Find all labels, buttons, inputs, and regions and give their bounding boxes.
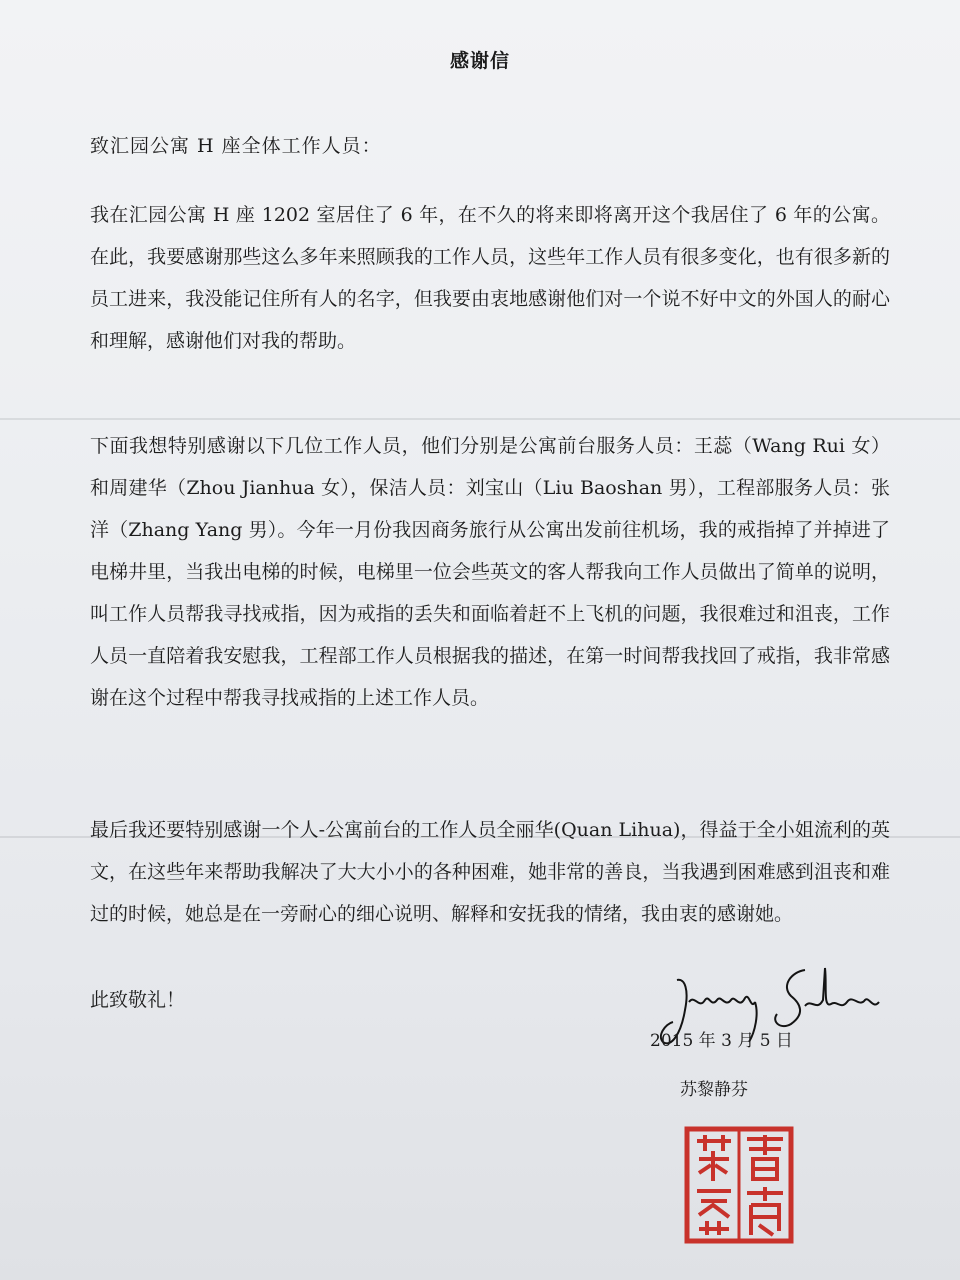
letter-title: 感谢信 (449, 50, 510, 72)
letter-paragraph: 最后我还要特别感谢一个人-公寓前台的工作人员全丽华(Quan Lihua)，得益于全小姐流利的英文，在这些年来帮助我解决了大大小小的各种困难，她非常的善良，当我遇到困难感到沮丧和难过的时候，她总是在一旁耐心的细心说明、解释和安抚我的情绪，我由衷的感谢她。 (90, 819, 890, 925)
letter-paragraph: 我在汇园公寓 H 座 1202 室居住了 6 年，在不久的将来即将离开这个我居住了 6 年的公寓。在此，我要感谢那些这么多年来照顾我的工作人员，这些年工作人员有很多变化，也有很多新的员工进来，我没能记住所有人的名字，但我要由衷地感谢他们对一个说不好中文的外国人的耐心和理解，感谢他们对我的帮助。 (90, 204, 890, 352)
red-seal-stamp (683, 1125, 795, 1245)
letter-author: 苏黎静芬 (680, 1080, 748, 1100)
paper-fold (0, 418, 960, 420)
letter-closing: 此致敬礼！ (90, 989, 186, 1011)
letter-date: 2015 年 3 月 5 日 (650, 1031, 793, 1051)
letter-greeting: 致汇园公寓 H 座全体工作人员： (90, 135, 382, 157)
letter-paragraph: 下面我想特别感谢以下几位工作人员，他们分别是公寓前台服务人员：王蕊（Wang Rui 女）和周建华（Zhou Jianhua 女），保洁人员：刘宝山（Liu Baoshan 男），工程部服务人员：张洋（Zhang Yang 男）。今年一月份我因商务旅行从公寓出发前往机场，我的戒指掉了并掉进了电梯井里，当我出电梯的时候，电梯里一位会些英文的客人帮我向工作人员做出了简单的说明，叫工作人员帮我寻找戒指，因为戒指的丢失和面临着赶不上飞机的问题，我很难过和沮丧，工作人员一直陪着我安慰我，工程部工作人员根据我的描述，在第一时间帮我找回了戒指，我非常感谢在这个过程中帮我寻找戒指的上述工作人员。 (90, 435, 890, 709)
